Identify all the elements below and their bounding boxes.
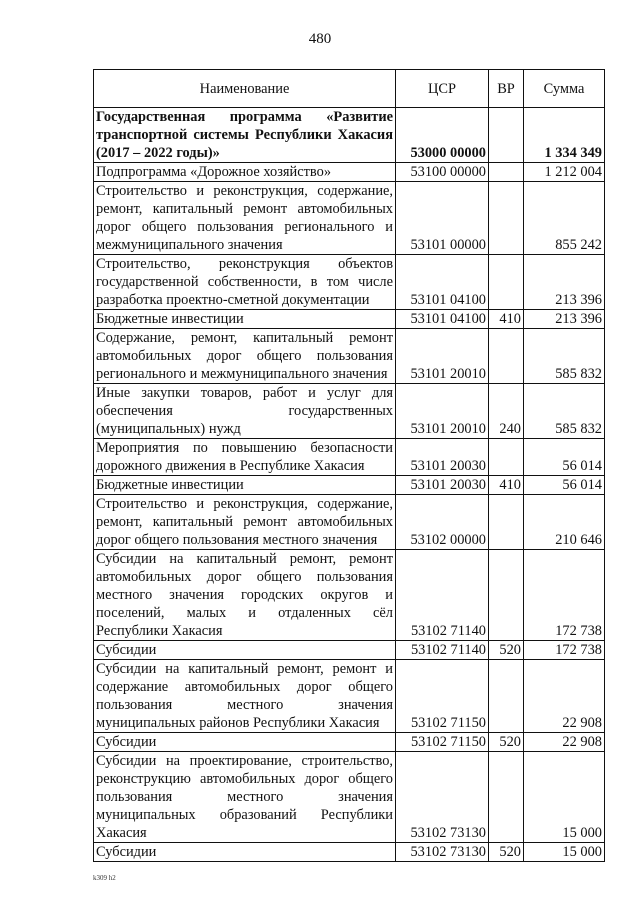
row-name: Иные закупки товаров, работ и услуг для обеспечения государственных (муниципальных) нужд xyxy=(94,384,396,439)
row-csr: 53101 20010 xyxy=(396,329,489,384)
row-name: Субсидии xyxy=(94,843,396,862)
row-vr: 410 xyxy=(489,476,524,495)
table-row xyxy=(94,495,605,550)
table-row xyxy=(94,310,605,329)
row-name: Субсидии на проектирование, строительство, реконструкцию автомобильных дорог общего пользования местного значения муниципальных образований Республики Хакасия xyxy=(94,752,396,843)
row-name: Субсидии xyxy=(94,641,396,660)
header-sum: Сумма xyxy=(524,70,605,108)
table-header-row xyxy=(94,70,605,108)
row-csr: 53102 71150 xyxy=(396,733,489,752)
row-csr: 53101 04100 xyxy=(396,255,489,310)
table-row xyxy=(94,255,605,310)
row-name: Содержание, ремонт, капитальный ремонт автомобильных дорог общего пользования регионального и межмуниципального значения xyxy=(94,329,396,384)
table-row xyxy=(94,329,605,384)
row-vr xyxy=(489,182,524,255)
row-sum: 22 908 xyxy=(524,733,605,752)
row-name: Субсидии xyxy=(94,733,396,752)
row-vr xyxy=(489,752,524,843)
row-sum: 22 908 xyxy=(524,660,605,733)
row-sum: 213 396 xyxy=(524,310,605,329)
row-vr xyxy=(489,439,524,476)
table-row xyxy=(94,476,605,495)
row-sum: 172 738 xyxy=(524,550,605,641)
row-vr xyxy=(489,329,524,384)
row-name: Строительство и реконструкция, содержание, ремонт, капитальный ремонт автомобильных дорог общего пользования местного значения xyxy=(94,495,396,550)
row-name: Государственная программа «Развитие транспортной системы Республики Хакасия (2017 – 2022 годы)» xyxy=(94,108,396,163)
row-csr: 53101 04100 xyxy=(396,310,489,329)
row-name: Бюджетные инвестиции xyxy=(94,476,396,495)
row-csr: 53102 71150 xyxy=(396,660,489,733)
table-row xyxy=(94,108,605,163)
row-name: Строительство, реконструкция объектов государственной собственности, в том числе разработка проектно-сметной документации xyxy=(94,255,396,310)
row-csr: 53102 71140 xyxy=(396,641,489,660)
row-vr: 520 xyxy=(489,733,524,752)
table-row xyxy=(94,641,605,660)
row-name: Мероприятия по повышению безопасности дорожного движения в Республике Хакасия xyxy=(94,439,396,476)
row-vr xyxy=(489,255,524,310)
row-vr xyxy=(489,550,524,641)
header-name: Наименование xyxy=(94,70,396,108)
table-row xyxy=(94,384,605,439)
row-name: Подпрограмма «Дорожное хозяйство» xyxy=(94,163,396,182)
row-vr: 410 xyxy=(489,310,524,329)
row-sum: 15 000 xyxy=(524,752,605,843)
table-row xyxy=(94,843,605,862)
row-sum: 15 000 xyxy=(524,843,605,862)
row-sum: 210 646 xyxy=(524,495,605,550)
row-sum: 585 832 xyxy=(524,384,605,439)
row-csr: 53101 20030 xyxy=(396,439,489,476)
row-csr: 53101 00000 xyxy=(396,182,489,255)
row-name: Бюджетные инвестиции xyxy=(94,310,396,329)
row-vr: 520 xyxy=(489,843,524,862)
row-vr xyxy=(489,495,524,550)
row-vr: 240 xyxy=(489,384,524,439)
row-sum: 56 014 xyxy=(524,439,605,476)
row-csr: 53101 20030 xyxy=(396,476,489,495)
table-row xyxy=(94,163,605,182)
table-row xyxy=(94,550,605,641)
row-csr: 53000 00000 xyxy=(396,108,489,163)
row-sum: 1 212 004 xyxy=(524,163,605,182)
row-sum: 56 014 xyxy=(524,476,605,495)
row-name: Субсидии на капитальный ремонт, ремонт и содержание автомобильных дорог общего пользования местного значения муниципальных районов Республики Хакасия xyxy=(94,660,396,733)
budget-table xyxy=(93,69,605,862)
row-name: Субсидии на капитальный ремонт, ремонт автомобильных дорог общего пользования местного значения городских округов и поселений, малых и отдаленных сёл Республики Хакасия xyxy=(94,550,396,641)
row-vr xyxy=(489,660,524,733)
footer-code: k309 h2 xyxy=(93,874,116,882)
row-vr xyxy=(489,163,524,182)
page-number: 480 xyxy=(308,31,332,47)
table-row xyxy=(94,660,605,733)
row-csr: 53102 73130 xyxy=(396,843,489,862)
header-csr: ЦСР xyxy=(396,70,489,108)
row-csr: 53102 73130 xyxy=(396,752,489,843)
row-vr xyxy=(489,108,524,163)
row-sum: 172 738 xyxy=(524,641,605,660)
row-csr: 53100 00000 xyxy=(396,163,489,182)
row-sum: 585 832 xyxy=(524,329,605,384)
row-sum: 1 334 349 xyxy=(524,108,605,163)
row-vr: 520 xyxy=(489,641,524,660)
header-vr: ВР xyxy=(489,70,524,108)
row-csr: 53102 71140 xyxy=(396,550,489,641)
row-sum: 213 396 xyxy=(524,255,605,310)
table-row xyxy=(94,439,605,476)
table-row xyxy=(94,752,605,843)
row-csr: 53102 00000 xyxy=(396,495,489,550)
table-row xyxy=(94,733,605,752)
table-row xyxy=(94,182,605,255)
row-name: Строительство и реконструкция, содержание, ремонт, капитальный ремонт автомобильных дорог общего пользования регионального и межмуниципального значения xyxy=(94,182,396,255)
row-sum: 855 242 xyxy=(524,182,605,255)
row-csr: 53101 20010 xyxy=(396,384,489,439)
table-body xyxy=(94,108,605,862)
